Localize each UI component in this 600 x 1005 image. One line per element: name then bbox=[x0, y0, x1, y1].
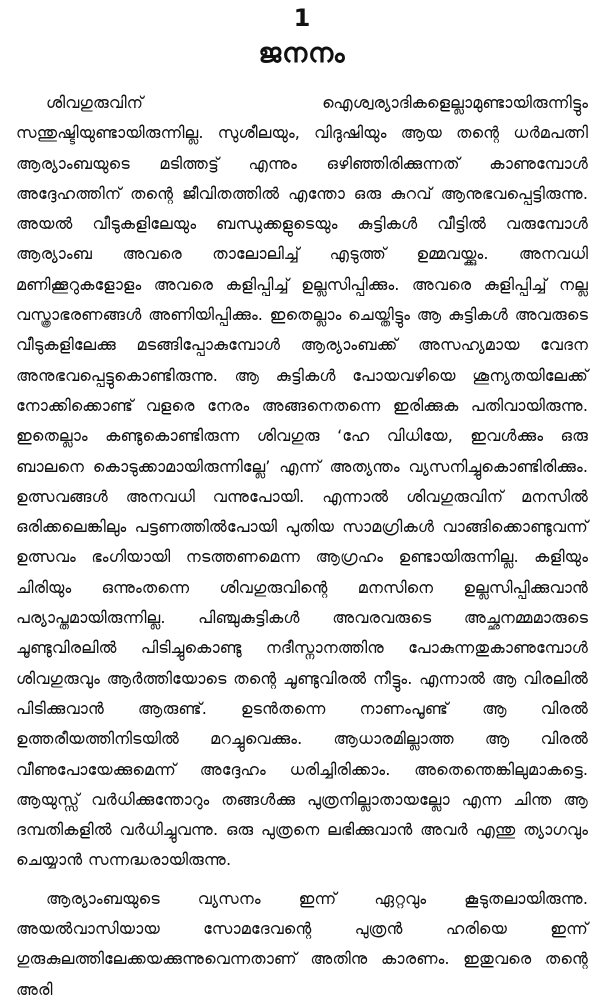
chapter-title: ജനനം bbox=[258, 38, 346, 69]
body-paragraph-1: ശിവഗുരുവിന് ഐശ്വര്യാദികളെല്ലാമുണ്ടായിരുന്നിട്ടും സന്തുഷ്ടിയുണ്ടായിരുന്നില്ല. സുശീലയും, വിദുഷിയും ആയ തന്റെ ധർമപത്നി ആര്യാംബയുടെ മടിത്തട്ട് എന്നും ഒഴിഞ്ഞിരിക്കുന്നത് കാണുമ്പോൾ അദ്ദേഹത്തിന് തന്റെ ജീവിതത്തിൽ എന്തോ ഒരു കുറവ് ആനുഭവപ്പെട്ടിരുന്നു. അയൽ വീടുകളിലേയും ബന്ധുക്കളുടെയും കുട്ടികൾ വീട്ടിൽ വരുമ്പോൾ ആര്യാംബ അവരെ താലോലിച്ച് എടുത്ത് ഉമ്മവയ്ക്കും. അനവധി മണിക്കൂറുകളോളം അവരെ കളിപ്പിച്ച് ഉല്ലസിപ്പിക്കും. അവരെ കുളിപ്പിച്ച് നല്ല വസ്ത്രാഭരണങ്ങൾ അണിയിപ്പിക്കും. ഇതെല്ലാം ചെയ്തിട്ടും ആ കുട്ടികൾ അവരുടെ വീടുകളിലേക്കു മടങ്ങിപ്പോകുമ്പോൾ ആര്യാംബക്ക് അസഹ്യമായ വേദന അനുഭവപ്പെട്ടുകൊണ്ടിരുന്നു. ആ കുട്ടികൾ പോയവഴിയെ ശൂന്യതയിലേക്ക് നോക്കിക്കൊണ്ട് വളരെ നേരം അങ്ങനെതന്നെ ഇരിക്കുക പതിവായിരുന്നു. ഇതെല്ലാം കണ്ടുകൊണ്ടിരുന്ന ശിവഗുരു ‘ഹേ വിധിയേ, ഇവൾക്കും ഒരു ബാലനെ കൊടുക്കാമായിരുന്നില്ലേ’ എന്ന് അത്യന്തം വ്യസനിച്ചുകൊണ്ടിരിക്കും. ഉത്സവങ്ങൾ അനവധി വന്നുപോയി. എന്നാൽ ശിവഗുരുവിന് മനസിൽ ഒരിക്കലെങ്കിലും പട്ടണത്തിൽപോയി പുതിയ സാമഗ്രികൾ വാങ്ങിക്കൊണ്ടുവന്ന് ഉത്സവം ഭംഗിയായി നടത്തണമെന്ന ആഗ്രഹം ഉണ്ടായിരുന്നില്ല. കളിയും ചിരിയും ഒന്നുംതന്നെ ശിവഗുരുവിന്റെ മനസിനെ ഉല്ലസിപ്പിക്കുവാൻ പര്യാപ്തമായിരുന്നില്ല. പിഞ്ചുകുട്ടികൾ അവരവരുടെ അച്ഛനമ്മമാരുടെ ചൂണ്ടുവിരലിൽ പിടിച്ചുകൊണ്ടു നദീസ്നാനത്തിനു പോകുന്നതുകാണുമ്പോൾ ശിവഗുരുവും ആർത്തിയോടെ തന്റെ ചൂണ്ടുവിരൽ നീട്ടും. എന്നാൽ ആ വിരലിൽ പിടിക്കുവാൻ ആരുണ്ട്. ഉടൻതന്നെ നാണംപൂണ്ട് ആ വിരൽ ഉത്തരീയത്തിനിടയിൽ മറച്ചുവെക്കും. ആധാരമില്ലാത്ത ആ വിരൽ വീണുപോയേക്കുമെന്ന് അദ്ദേഹം ധരിച്ചിരിക്കാം. അതെന്തെങ്കിലുമാകട്ടെ. ആയുസ്സ് വർധിക്കുന്തോറും തങ്ങൾക്കു പുത്രനില്ലാതായല്ലോ എന്ന ചിന്ത ആ ദമ്പതികളിൽ വർധിച്ചുവന്നു. ഒരു പുത്രനെ ലഭിക്കുവാൻ അവർ എന്തു ത്യാഗവും ചെയ്യാൻ സന്നദ്ധരായിരുന്നു. bbox=[16, 93, 588, 870]
body-paragraph-2: ആര്യാംബയുടെ വ്യസനം ഇന്ന് ഏറ്റവും കൂടുതലായിരുന്നു. അയൽവാസിയായ സോമദേവന്റെ പുത്രൻ ഹരിയെ ഇന്ന് ഗുരുകുലത്തിലേക്കയക്കുന്നുവെന്നതാണ് അതിനു കാരണം. ഇതുവരെ തന്റെ അരി bbox=[16, 888, 588, 999]
chapter-number: 1 bbox=[293, 4, 311, 32]
